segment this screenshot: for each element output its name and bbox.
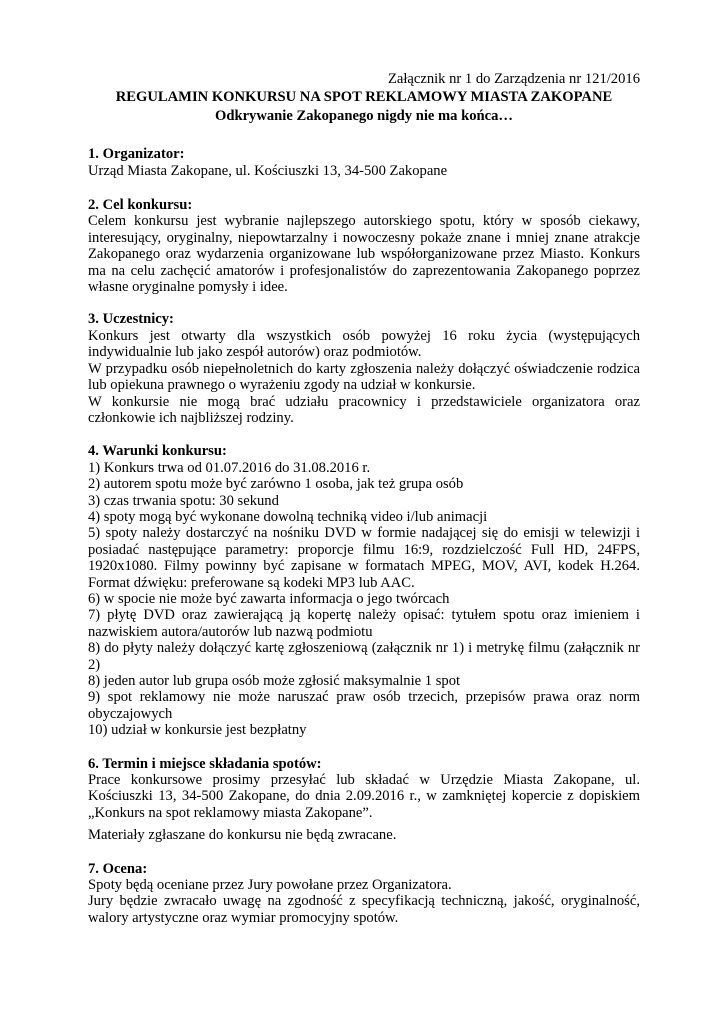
section-deadline	[88, 756, 640, 844]
section-conditions	[88, 443, 640, 738]
section-evaluation	[88, 861, 640, 927]
section-heading-text: . Ocena:	[95, 860, 148, 877]
goal-text: Celem konkursu jest wybranie najlepszego autorskiego spotu, który w sposób ciekawy, interesujący, oryginalny, niepowtarzalny i nowoczesny pokaże znane i mniej znane atrakcje Zakopanego oraz wydarzenia organizowane lub współorganizowane przez Miasto. Konkurs ma na celu zachęcić amatorów i profesjonalistów do zaprezentowania Zakopanego poprzez własne oryginalne pomysły i idee.	[88, 213, 640, 296]
condition-item: 7) płytę DVD oraz zawierającą ją kopertę należy opisać: tytułem spotu oraz imieniem i nazwiskiem autora/autorów lub nazwą podmiotu	[88, 607, 640, 640]
condition-item: 10) udział w konkursie jest bezpłatny	[88, 722, 307, 739]
condition-item: 3) czas trwania spotu: 30 sekund	[88, 492, 279, 509]
section-heading-goal	[88, 197, 640, 213]
condition-item: 2) autorem spotu może być zarówno 1 osoba, jak też grupa osób	[88, 476, 464, 493]
condition-item: 6) w spocie nie może być zawarta informacja o jego twórcach	[88, 590, 450, 607]
document-subtitle: Odkrywanie Zakopanego nigdy nie ma końca…	[214, 107, 513, 124]
participants-paragraph: Konkurs jest otwarty dla wszystkich osób powyżej 16 roku życia (występujących indywidualnie lub jako zespół autorów) oraz podmiotów.	[88, 327, 640, 361]
section-heading-participants: 3. Uczestnicy:	[88, 311, 174, 328]
condition-item: 1) Konkurs trwa od 01.07.2016 do 31.08.2016 r.	[88, 459, 371, 476]
section-organizer	[88, 146, 640, 179]
section-goal	[88, 197, 640, 295]
participants-paragraph: W konkursie nie mogą brać udziału pracownicy i przedstawiciele organizatora oraz członkowie ich najbliższej rodziny.	[88, 393, 640, 426]
section-number: 7	[88, 860, 96, 877]
document-title: REGULAMIN KONKURSU NA SPOT REKLAMOWY MIASTA ZAKOPANE	[115, 89, 613, 106]
condition-item: 9) spot reklamowy nie może naruszać praw osób trzecich, przepisów prawa oraz norm obyczajowych	[88, 689, 640, 722]
evaluation-paragraph: Spoty będą oceniane przez Jury powołane przez Organizatora.	[88, 877, 452, 894]
participants-paragraph: W przypadku osób niepełnoletnich do karty zgłoszenia należy dołączyć oświadczenie rodzica lub opiekuna prawnego o wyrażeniu zgody na udział w konkursie.	[88, 360, 640, 394]
document-page	[88, 71, 640, 926]
section-heading-organizer: 1. Organizator:	[88, 146, 185, 163]
section-heading-conditions: 4. Warunki konkursu:	[88, 443, 227, 460]
section-heading-evaluation	[88, 861, 640, 877]
evaluation-paragraph: Jury będzie zwracało uwagę na zgodność z specyfikacją techniczną, jakość, oryginalność, walory artystyczne oraz wymiar promocyjny spotów.	[88, 893, 640, 926]
condition-item: 8) jeden autor lub grupa osób może zgłosić maksymalnie 1 spot	[88, 673, 461, 689]
condition-item: 4) spoty mogą być wykonane dowolną techniką video i/lub animacji	[88, 508, 488, 525]
section-heading-text: . Cel konkursu:	[95, 197, 193, 214]
condition-item: 8) do płyty należy dołączyć kartę zgłoszeniową (załącznik nr 1) i metrykę filmu (załącznik nr 2)	[88, 640, 640, 673]
deadline-note: Materiały zgłaszane do konkursu nie będą zwracane.	[88, 827, 397, 844]
condition-item: 5) spoty należy dostarczyć na nośniku DVD w formie nadającej się do emisji w telewizji i posiadać następujące parametry: proporcje filmu 16:9, rozdzielczość Full HD, 24FPS, 1920x1080. Filmy powinny być zapisane w formatach MPEG, MOV, AVI, kodek H.264. Format dźwięku: preferowane są kodeki MP3 lub AAC.	[88, 525, 640, 591]
section-participants	[88, 311, 640, 426]
deadline-text: Prace konkursowe prosimy przesyłać lub składać w Urzędzie Miasta Zakopane, ul. Kościuszki 13, 34-500 Zakopane, do dnia 2.09.2016 r., w zamkniętej kopercie z dopiskiem „Konkurs na spot reklamowy miasta Zakopane”.	[88, 772, 640, 821]
section-number: 2	[88, 197, 96, 214]
organizer-text: Urząd Miasta Zakopane, ul. Kościuszki 13, 34-500 Zakopane	[88, 162, 448, 179]
section-heading-deadline: 6. Termin i miejsce składania spotów:	[88, 755, 322, 772]
attachment-note: Załącznik nr 1 do Zarządzenia nr 121/2016	[387, 71, 640, 87]
